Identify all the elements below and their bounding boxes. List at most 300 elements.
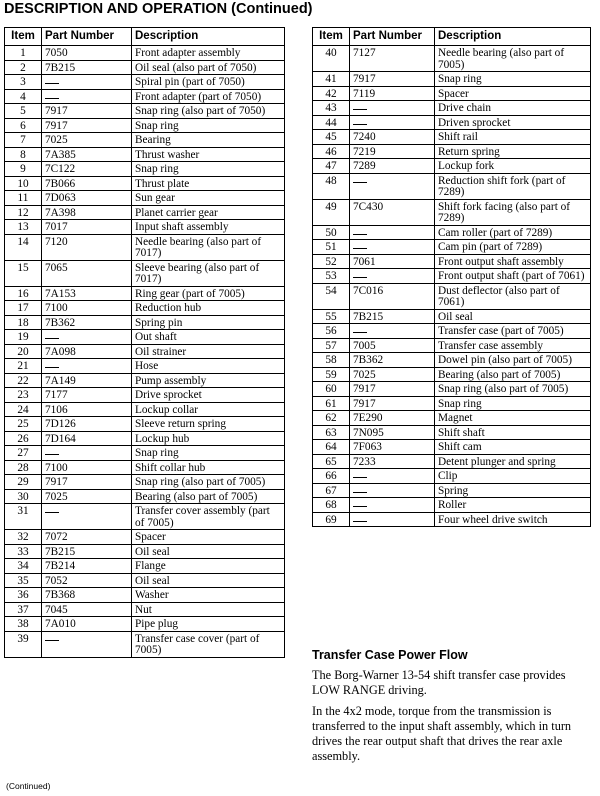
cell-description: Return spring xyxy=(435,144,591,159)
table-row xyxy=(313,199,591,225)
table-row xyxy=(313,115,591,130)
no-part-number-dash xyxy=(45,332,59,339)
cell-part-number xyxy=(42,359,132,374)
table-row xyxy=(313,101,591,116)
table-row xyxy=(5,60,285,75)
table-row xyxy=(5,530,285,545)
table-row xyxy=(5,344,285,359)
cell-description: Snap ring xyxy=(132,162,285,177)
table-row xyxy=(313,396,591,411)
cell-description: Lockup hub xyxy=(132,431,285,446)
cell-description: Driven sprocket xyxy=(435,115,591,130)
no-part-number-dash xyxy=(45,448,59,455)
cell-item: 27 xyxy=(5,446,42,461)
cell-part-number: 7C122 xyxy=(42,162,132,177)
table-row xyxy=(5,234,285,260)
cell-description: Cam roller (part of 7289) xyxy=(435,225,591,240)
cell-description: Spring xyxy=(435,483,591,498)
table-row xyxy=(5,89,285,104)
continued-footnote: (Continued) xyxy=(6,781,51,791)
cell-item: 5 xyxy=(5,104,42,119)
cell-part-number xyxy=(350,225,435,240)
no-part-number-dash xyxy=(353,242,367,249)
table-row xyxy=(5,588,285,603)
table-row xyxy=(5,191,285,206)
no-part-number-dash xyxy=(353,271,367,278)
cell-item: 14 xyxy=(5,234,42,260)
cell-part-number xyxy=(42,89,132,104)
cell-item: 38 xyxy=(5,617,42,632)
cell-part-number: 7917 xyxy=(42,475,132,490)
table-row xyxy=(5,373,285,388)
cell-description: Clip xyxy=(435,469,591,484)
table-row xyxy=(313,225,591,240)
cell-item: 42 xyxy=(313,86,350,101)
table-row xyxy=(313,240,591,255)
table-row xyxy=(313,411,591,426)
cell-description: Front adapter assembly xyxy=(132,46,285,61)
cell-part-number: 7A098 xyxy=(42,344,132,359)
cell-description: Snap ring (also part of 7050) xyxy=(132,104,285,119)
cell-part-number xyxy=(350,101,435,116)
table-row xyxy=(5,475,285,490)
cell-part-number: 7B215 xyxy=(42,544,132,559)
section-title: Transfer Case Power Flow xyxy=(312,648,468,662)
table-row xyxy=(313,338,591,353)
cell-description: Spacer xyxy=(435,86,591,101)
cell-description: Nut xyxy=(132,602,285,617)
cell-description: Reduction shift fork (part of 7289) xyxy=(435,173,591,199)
cell-description: Snap ring (also part of 7005) xyxy=(132,475,285,490)
parts-table-left xyxy=(4,27,285,658)
table-row xyxy=(313,159,591,174)
cell-item: 28 xyxy=(5,460,42,475)
cell-description: Out shaft xyxy=(132,330,285,345)
cell-item: 63 xyxy=(313,425,350,440)
cell-item: 4 xyxy=(5,89,42,104)
cell-item: 6 xyxy=(5,118,42,133)
paragraph: The Borg-Warner 13-54 shift transfer case provides LOW RANGE driving. xyxy=(312,668,566,697)
cell-part-number: 7017 xyxy=(42,220,132,235)
cell-part-number: 7C430 xyxy=(350,199,435,225)
cell-description: Reduction hub xyxy=(132,301,285,316)
column-header-description: Description xyxy=(132,28,285,46)
cell-item: 47 xyxy=(313,159,350,174)
cell-description: Transfer case assembly xyxy=(435,338,591,353)
cell-part-number: 7D126 xyxy=(42,417,132,432)
cell-item: 10 xyxy=(5,176,42,191)
table-row xyxy=(313,440,591,455)
cell-item: 9 xyxy=(5,162,42,177)
cell-item: 37 xyxy=(5,602,42,617)
table-row xyxy=(5,133,285,148)
table-row xyxy=(313,324,591,339)
cell-description: Drive sprocket xyxy=(132,388,285,403)
cell-item: 1 xyxy=(5,46,42,61)
cell-item: 12 xyxy=(5,205,42,220)
cell-description: Shift cam xyxy=(435,440,591,455)
cell-part-number: 7240 xyxy=(350,130,435,145)
cell-description: Spring pin xyxy=(132,315,285,330)
cell-item: 16 xyxy=(5,286,42,301)
cell-description: Oil seal xyxy=(132,544,285,559)
cell-item: 59 xyxy=(313,367,350,382)
cell-part-number xyxy=(350,469,435,484)
cell-description: Dust deflector (also part of 7061) xyxy=(435,283,591,309)
cell-description: Front output shaft (part of 7061) xyxy=(435,269,591,284)
no-part-number-dash xyxy=(45,506,59,513)
table-row xyxy=(5,118,285,133)
table-row xyxy=(5,286,285,301)
table-row xyxy=(313,86,591,101)
cell-description: Lockup fork xyxy=(435,159,591,174)
table-row xyxy=(5,417,285,432)
cell-part-number: 7005 xyxy=(350,338,435,353)
cell-part-number: 7120 xyxy=(42,234,132,260)
table-row xyxy=(5,147,285,162)
cell-part-number: 7100 xyxy=(42,301,132,316)
cell-description: Snap ring (also part of 7005) xyxy=(435,382,591,397)
cell-item: 19 xyxy=(5,330,42,345)
table-row xyxy=(5,301,285,316)
cell-description: Lockup collar xyxy=(132,402,285,417)
cell-description: Thrust washer xyxy=(132,147,285,162)
cell-item: 50 xyxy=(313,225,350,240)
cell-description: Thrust plate xyxy=(132,176,285,191)
cell-part-number: 7065 xyxy=(42,260,132,286)
cell-part-number xyxy=(42,330,132,345)
cell-description: Snap ring xyxy=(132,118,285,133)
cell-item: 51 xyxy=(313,240,350,255)
cell-part-number: 7219 xyxy=(350,144,435,159)
table-row xyxy=(313,353,591,368)
cell-description: Snap ring xyxy=(435,396,591,411)
cell-part-number: 7917 xyxy=(350,72,435,87)
cell-part-number: 7052 xyxy=(42,573,132,588)
cell-part-number: 7177 xyxy=(42,388,132,403)
cell-part-number xyxy=(350,240,435,255)
cell-description: Snap ring xyxy=(435,72,591,87)
cell-item: 57 xyxy=(313,338,350,353)
cell-part-number: 7119 xyxy=(350,86,435,101)
cell-part-number xyxy=(42,631,132,657)
parts-table-right xyxy=(312,27,591,527)
cell-part-number: 7025 xyxy=(42,133,132,148)
cell-part-number xyxy=(350,173,435,199)
table-row xyxy=(5,388,285,403)
table-row xyxy=(5,402,285,417)
cell-description: Oil strainer xyxy=(132,344,285,359)
cell-description: Detent plunger and spring xyxy=(435,454,591,469)
cell-item: 13 xyxy=(5,220,42,235)
cell-description: Sleeve return spring xyxy=(132,417,285,432)
table-row xyxy=(313,425,591,440)
cell-item: 60 xyxy=(313,382,350,397)
table-row xyxy=(5,617,285,632)
page-heading: DESCRIPTION AND OPERATION (Continued) xyxy=(4,1,313,17)
no-part-number-dash xyxy=(45,634,59,641)
cell-part-number: 7F063 xyxy=(350,440,435,455)
cell-item: 30 xyxy=(5,489,42,504)
cell-part-number: 7A149 xyxy=(42,373,132,388)
table-row xyxy=(5,460,285,475)
cell-description: Four wheel drive switch xyxy=(435,512,591,527)
cell-part-number xyxy=(350,498,435,513)
cell-description: Shift shaft xyxy=(435,425,591,440)
cell-part-number: 7917 xyxy=(350,396,435,411)
table-row xyxy=(313,367,591,382)
no-part-number-dash xyxy=(353,228,367,235)
cell-part-number: 7B214 xyxy=(42,559,132,574)
cell-description: Transfer case (part of 7005) xyxy=(435,324,591,339)
cell-item: 69 xyxy=(313,512,350,527)
cell-part-number xyxy=(350,269,435,284)
table-row xyxy=(313,283,591,309)
cell-description: Snap ring xyxy=(132,446,285,461)
cell-part-number xyxy=(350,324,435,339)
cell-item: 44 xyxy=(313,115,350,130)
table-row xyxy=(5,162,285,177)
cell-part-number: 7100 xyxy=(42,460,132,475)
cell-part-number: 7025 xyxy=(350,367,435,382)
cell-part-number: 7B215 xyxy=(350,309,435,324)
cell-part-number xyxy=(350,483,435,498)
cell-item: 24 xyxy=(5,402,42,417)
cell-part-number: 7B368 xyxy=(42,588,132,603)
cell-description: Ring gear (part of 7005) xyxy=(132,286,285,301)
table-row xyxy=(5,573,285,588)
cell-description: Flange xyxy=(132,559,285,574)
cell-item: 67 xyxy=(313,483,350,498)
table-row xyxy=(313,309,591,324)
cell-item: 68 xyxy=(313,498,350,513)
cell-item: 20 xyxy=(5,344,42,359)
cell-item: 23 xyxy=(5,388,42,403)
table-row xyxy=(5,489,285,504)
cell-item: 33 xyxy=(5,544,42,559)
table-row xyxy=(5,544,285,559)
cell-description: Planet carrier gear xyxy=(132,205,285,220)
table-row xyxy=(5,75,285,90)
table-row xyxy=(313,469,591,484)
cell-item: 26 xyxy=(5,431,42,446)
column-header-part-number: Part Number xyxy=(350,28,435,46)
cell-part-number: 7D063 xyxy=(42,191,132,206)
cell-description: Front adapter (part of 7050) xyxy=(132,89,285,104)
cell-description: Shift fork facing (also part of 7289) xyxy=(435,199,591,225)
no-part-number-dash xyxy=(353,118,367,125)
table-row xyxy=(313,46,591,72)
cell-item: 36 xyxy=(5,588,42,603)
cell-part-number: 7072 xyxy=(42,530,132,545)
cell-description: Sun gear xyxy=(132,191,285,206)
cell-part-number: 7B066 xyxy=(42,176,132,191)
cell-item: 21 xyxy=(5,359,42,374)
cell-item: 2 xyxy=(5,60,42,75)
cell-item: 54 xyxy=(313,283,350,309)
cell-description: Bearing (also part of 7005) xyxy=(435,367,591,382)
cell-description: Transfer cover assembly (part of 7005) xyxy=(132,504,285,530)
cell-item: 39 xyxy=(5,631,42,657)
cell-description: Dowel pin (also part of 7005) xyxy=(435,353,591,368)
cell-item: 35 xyxy=(5,573,42,588)
no-part-number-dash xyxy=(45,77,59,84)
cell-item: 34 xyxy=(5,559,42,574)
cell-item: 32 xyxy=(5,530,42,545)
cell-item: 45 xyxy=(313,130,350,145)
cell-item: 46 xyxy=(313,144,350,159)
cell-part-number: 7E290 xyxy=(350,411,435,426)
cell-part-number: 7N095 xyxy=(350,425,435,440)
cell-description: Input shaft assembly xyxy=(132,220,285,235)
cell-part-number xyxy=(42,75,132,90)
table-row xyxy=(313,512,591,527)
table-row xyxy=(313,454,591,469)
cell-description: Transfer case cover (part of 7005) xyxy=(132,631,285,657)
table-row xyxy=(5,559,285,574)
no-part-number-dash xyxy=(353,103,367,110)
table-row xyxy=(5,602,285,617)
table-header-row xyxy=(313,28,591,46)
cell-description: Spacer xyxy=(132,530,285,545)
cell-item: 64 xyxy=(313,440,350,455)
cell-item: 41 xyxy=(313,72,350,87)
cell-description: Front output shaft assembly xyxy=(435,254,591,269)
table-row xyxy=(313,382,591,397)
cell-item: 25 xyxy=(5,417,42,432)
cell-item: 22 xyxy=(5,373,42,388)
cell-part-number: 7917 xyxy=(42,118,132,133)
cell-item: 15 xyxy=(5,260,42,286)
cell-description: Pipe plug xyxy=(132,617,285,632)
no-part-number-dash xyxy=(353,326,367,333)
cell-item: 3 xyxy=(5,75,42,90)
cell-part-number: 7050 xyxy=(42,46,132,61)
table-row xyxy=(5,104,285,119)
cell-description: Bearing (also part of 7005) xyxy=(132,489,285,504)
cell-item: 31 xyxy=(5,504,42,530)
table-row xyxy=(313,498,591,513)
cell-description: Washer xyxy=(132,588,285,603)
no-part-number-dash xyxy=(45,361,59,368)
cell-part-number: 7B215 xyxy=(42,60,132,75)
cell-part-number: 7D164 xyxy=(42,431,132,446)
cell-item: 49 xyxy=(313,199,350,225)
table-row xyxy=(313,254,591,269)
cell-description: Oil seal xyxy=(435,309,591,324)
cell-description: Oil seal (also part of 7050) xyxy=(132,60,285,75)
cell-part-number xyxy=(42,504,132,530)
cell-part-number: 7A385 xyxy=(42,147,132,162)
table-row xyxy=(5,431,285,446)
column-header-part-number: Part Number xyxy=(42,28,132,46)
no-part-number-dash xyxy=(353,176,367,183)
column-header-item: Item xyxy=(5,28,42,46)
cell-item: 43 xyxy=(313,101,350,116)
cell-part-number xyxy=(350,115,435,130)
cell-part-number: 7106 xyxy=(42,402,132,417)
cell-description: Hose xyxy=(132,359,285,374)
column-header-item: Item xyxy=(313,28,350,46)
paragraph: In the 4x2 mode, torque from the transmission is transferred to the input shaft assembly, which in turn drives the rear output shaft that drives the rear axle assembly. xyxy=(312,704,572,763)
cell-part-number: 7A153 xyxy=(42,286,132,301)
table-row xyxy=(5,504,285,530)
cell-item: 58 xyxy=(313,353,350,368)
cell-item: 61 xyxy=(313,396,350,411)
cell-description: Needle bearing (also part of 7017) xyxy=(132,234,285,260)
table-row xyxy=(5,205,285,220)
cell-item: 53 xyxy=(313,269,350,284)
column-header-description: Description xyxy=(435,28,591,46)
no-part-number-dash xyxy=(353,486,367,493)
table-header-row xyxy=(5,28,285,46)
cell-description: Shift rail xyxy=(435,130,591,145)
cell-description: Shift collar hub xyxy=(132,460,285,475)
cell-part-number: 7B362 xyxy=(42,315,132,330)
cell-description: Needle bearing (also part of 7005) xyxy=(435,46,591,72)
cell-item: 62 xyxy=(313,411,350,426)
cell-part-number: 7917 xyxy=(42,104,132,119)
no-part-number-dash xyxy=(353,500,367,507)
table-row xyxy=(5,359,285,374)
cell-item: 7 xyxy=(5,133,42,148)
cell-item: 40 xyxy=(313,46,350,72)
cell-part-number: 7045 xyxy=(42,602,132,617)
table-row xyxy=(5,446,285,461)
cell-description: Pump assembly xyxy=(132,373,285,388)
cell-description: Magnet xyxy=(435,411,591,426)
table-row xyxy=(313,72,591,87)
table-row xyxy=(313,130,591,145)
cell-description: Oil seal xyxy=(132,573,285,588)
cell-description: Roller xyxy=(435,498,591,513)
table-row xyxy=(5,220,285,235)
cell-part-number: 7C016 xyxy=(350,283,435,309)
cell-part-number: 7233 xyxy=(350,454,435,469)
table-row xyxy=(5,330,285,345)
cell-part-number xyxy=(350,512,435,527)
cell-part-number: 7127 xyxy=(350,46,435,72)
cell-item: 55 xyxy=(313,309,350,324)
cell-description: Bearing xyxy=(132,133,285,148)
table-row xyxy=(313,269,591,284)
cell-description: Spiral pin (part of 7050) xyxy=(132,75,285,90)
cell-description: Drive chain xyxy=(435,101,591,116)
table-row xyxy=(5,315,285,330)
cell-item: 48 xyxy=(313,173,350,199)
table-row xyxy=(5,176,285,191)
table-row xyxy=(5,260,285,286)
cell-item: 66 xyxy=(313,469,350,484)
cell-item: 8 xyxy=(5,147,42,162)
cell-part-number: 7917 xyxy=(350,382,435,397)
cell-description: Sleeve bearing (also part of 7017) xyxy=(132,260,285,286)
cell-part-number: 7289 xyxy=(350,159,435,174)
cell-part-number: 7A010 xyxy=(42,617,132,632)
table-row xyxy=(313,483,591,498)
cell-part-number: 7B362 xyxy=(350,353,435,368)
cell-part-number: 7025 xyxy=(42,489,132,504)
cell-item: 65 xyxy=(313,454,350,469)
table-row xyxy=(313,144,591,159)
table-row xyxy=(313,173,591,199)
table-row xyxy=(5,46,285,61)
no-part-number-dash xyxy=(45,92,59,99)
cell-item: 18 xyxy=(5,315,42,330)
cell-item: 52 xyxy=(313,254,350,269)
cell-part-number: 7A398 xyxy=(42,205,132,220)
cell-item: 11 xyxy=(5,191,42,206)
